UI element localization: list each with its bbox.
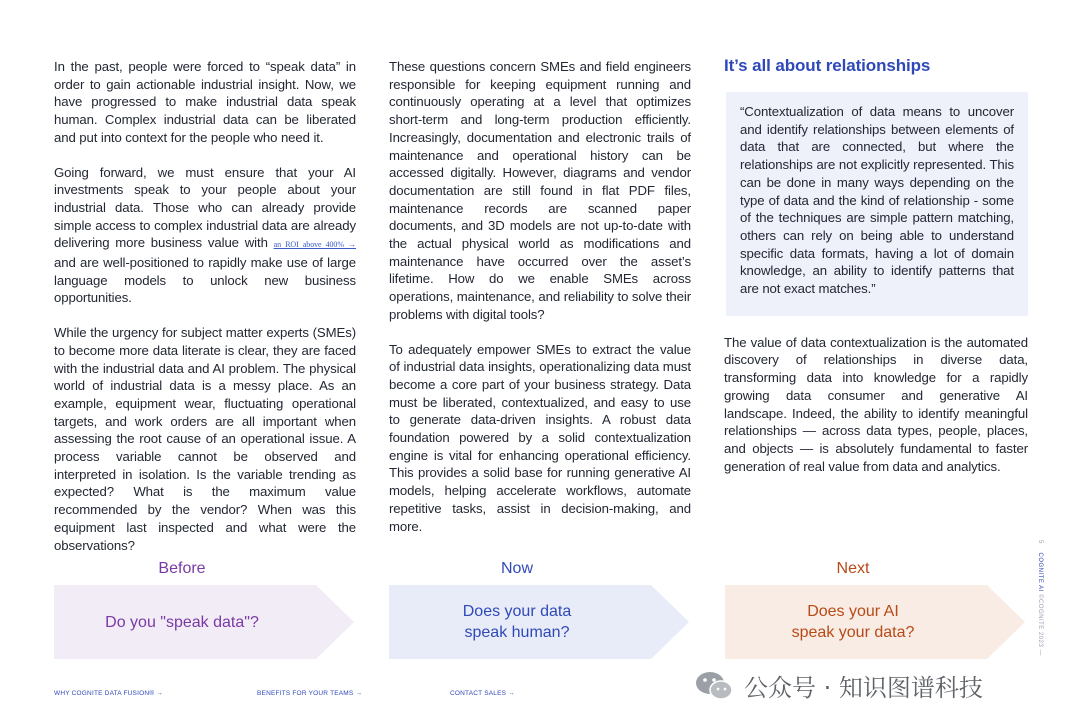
sme-urgency-paragraph: While the urgency for subject matter experts (SMEs) to become more data literate is clear, they are faced with the industrial data and AI problem. The physical world of industrial data is a messy place. As an example, equipment wear, fluctuating operational targets, and work orders are all important when assessing the root cause of an operational issue. A process variable cannot be observed and interpreted in isolation. Is the variable trending as expected? What is the maximum value recommended by the vendor? When was this equipment last inspected and what were the observations? — [54, 325, 356, 553]
quote-box — [726, 92, 1028, 316]
contextualization-value-paragraph: The value of data contextualization is the automated discovery of relationships in diverse data, transforming data into knowledge for a rapidly growing data consumer and generative AI landscape. Indeed, the ability to identify meaningful relationships — across data types, people, places, and objects — is absolutely fundamental to faster generation of real value from data and analytics. — [724, 334, 1028, 474]
side-page-footer — [1037, 540, 1043, 656]
stage-now-label: Now — [500, 560, 533, 577]
footer-link-contact-sales[interactable]: CONTACT SALES → — [450, 690, 515, 697]
watermark-text: 公众号 · 知识图谱科技 — [744, 674, 983, 702]
ai-investment-text-start: Going forward, we must ensure that your AI investments speak to your people about your industrial data. Those who can already provide simple access to complex industrial data are already delivering more business value with — [54, 164, 356, 251]
column-1 — [54, 58, 356, 571]
column-3 — [724, 56, 1028, 492]
copyright-text: ©COGNITE 2023 — — [1037, 594, 1043, 656]
stage-before-arrow — [54, 585, 354, 659]
stage-now-arrow — [389, 585, 689, 659]
ai-investment-text-end: and are well-positioned to rapidly make use of large language models to unlock new business opportunities. — [54, 255, 356, 306]
footer-link-benefits[interactable]: BENEFITS FOR YOUR TEAMS → — [257, 690, 363, 697]
stage-now-question: Does your data speak human? — [462, 603, 572, 641]
stage-next-question: Does your AI speak your data? — [791, 603, 915, 641]
footer-link-why-cognite[interactable]: WHY COGNITE DATA FUSION® → — [54, 690, 163, 697]
stage-before-question: Do you "speak data"? — [105, 613, 259, 631]
empower-sme-paragraph: To adequately empower SMEs to extract the value of industrial data insights, operationalizing data must become a core part of your business strategy. Data must be liberated, contextualized, and easy to use to generate data-driven insights. A robust data foundation powered by a solid contextualization engine is vital for enhancing operational efficiency. This provides a solid base for running generative AI models, helping accelerate workflows, automate repetitive tasks, assist in decision-making, and more. — [389, 341, 691, 534]
stage-before-label: Before — [158, 560, 206, 577]
stage-next-arrow — [725, 585, 1025, 659]
section-heading: It’s all about relationships — [724, 56, 931, 75]
contextualization-quote: “Contextualization of data means to uncover and identify relationships between elements of data that are connected, but where the relationships are not explicitly represented. This can be done in many ways depending on the type of data and the kind of relationship - some of the techniques are simple pattern matching, others can rely on being able to understand specific data formats, having a lot of domain knowledge, an ability to identify patterns that are not exact matches.” — [740, 104, 1014, 297]
stage-next — [725, 560, 1025, 659]
watermark — [694, 668, 983, 703]
stage-next-label: Next — [836, 560, 870, 577]
intro-paragraph: In the past, people were forced to “speak data” in order to gain actionable industrial insight. Now, we have progressed to make industrial data speak human. Complex industrial data can be liberated and put into context for the people who need it. — [54, 59, 356, 145]
roi-link[interactable]: an ROI above 400% → — [273, 240, 356, 250]
ai-investment-paragraph — [54, 164, 356, 308]
column-2 — [389, 58, 691, 552]
brand-name: COGNITE AI — [1037, 552, 1043, 592]
stage-before — [54, 560, 354, 659]
page-number: 5 — [1037, 540, 1043, 544]
sme-questions-paragraph: These questions concern SMEs and field engineers responsible for keeping equipment running and continuously operating at a level that optimizes short-term and long-term production efficiently. Increasingly, documentation and electronic trails of maintenance and operational history can be accessed digitally. However, diagrams and vendor documentation are still found in flat PDF files, maintenance records are scanned paper documents, and 3D models are not up-to-date with the actual physical world as modifications and maintenance have occurred over the asset’s lifetime. How do we enable SMEs across operations, maintenance, and reliability to solve their problems with digital tools? — [389, 59, 691, 322]
stage-now — [389, 560, 689, 659]
wechat-icon — [694, 669, 734, 703]
